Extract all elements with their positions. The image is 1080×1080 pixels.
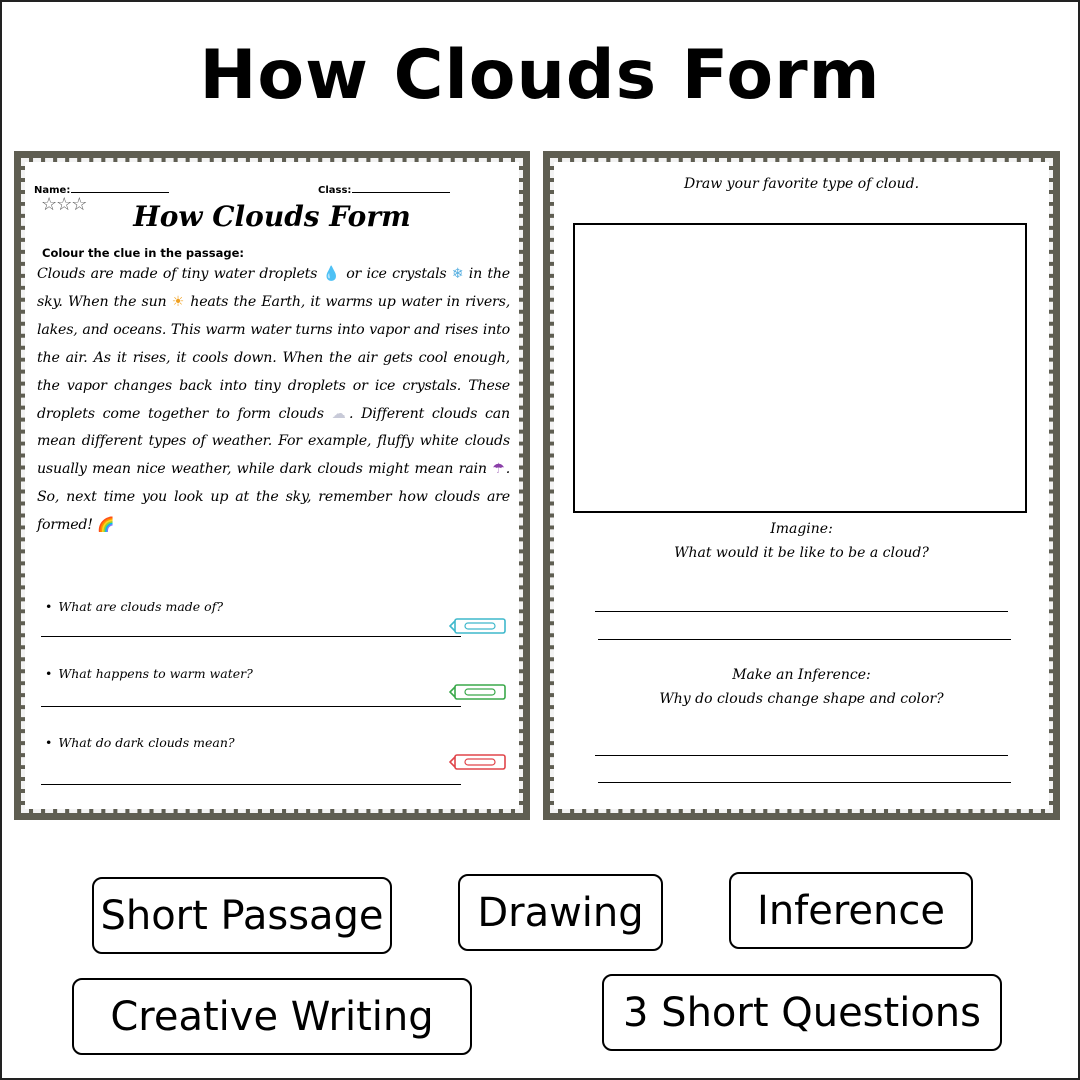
drawing-box[interactable] [573,223,1027,513]
tag-creative-writing: Creative Writing [72,978,472,1055]
inference-label: Make an Inference: [732,667,871,683]
tag-short-passage: Short Passage [92,877,392,954]
tag-inference: Inference [729,872,973,949]
passage-text: Clouds are made of tiny water droplets [37,266,323,282]
umbrella-icon: ☂ [492,461,506,478]
reading-passage [37,261,510,540]
sun-icon: ☀ [171,293,186,310]
question-3: • What do dark clouds mean? [45,735,235,750]
tag-3-short-questions: 3 Short Questions [602,974,1002,1051]
instruction-text: Colour the clue in the passage: [42,246,244,260]
crayon-icon [449,617,507,635]
star-rating-icon: ☆☆☆ [41,194,87,214]
passage-text: heats the Earth, it warms up water in rivers, lakes, and oceans. This warm water turns into vapor and rises into the air. As it rises, it cools down. When the air gets cool enough, the vapor changes back into tiny droplets or ice crystals. These droplets come together to form clouds [37,293,510,422]
cloud-icon: ☁ [331,405,349,422]
passage-text: . So, next time you look up at the sky, remember how clouds are formed! [37,461,510,534]
worksheet-sheet [25,162,519,809]
passage-text: or ice crystals [340,266,452,282]
question-2: • What happens to warm water? [45,666,253,681]
class-field [318,184,450,196]
passage-text: . Different clouds can mean different types of weather. For example, fluffy white clouds usually mean nice weather, while dark clouds might mean rain [37,405,510,478]
answer-line[interactable] [41,636,461,637]
answer-line[interactable] [598,782,1011,783]
rainbow-icon: 🌈 [97,517,115,534]
worksheet-page-writing [543,151,1060,820]
worksheet-title: How Clouds Form [133,200,411,233]
answer-line[interactable] [41,706,461,707]
name-label: Name: [34,185,71,196]
crayon-icon [449,753,507,771]
answer-line[interactable] [595,611,1008,612]
imagine-label: Imagine: [770,521,833,537]
class-label: Class: [318,185,352,196]
crayon-icon [449,683,507,701]
answer-line[interactable] [598,639,1011,640]
passage-text: in the sky. When the sun [37,266,510,310]
worksheet-page-reading [14,151,530,820]
inference-question: Why do clouds change shape and color? [659,691,944,707]
draw-prompt: Draw your favorite type of cloud. [683,176,920,192]
question-1: • What are clouds made of? [45,599,223,614]
answer-line[interactable] [595,755,1008,756]
tag-drawing: Drawing [458,874,663,951]
droplet-icon: 💧 [322,266,341,282]
answer-line[interactable] [41,784,461,785]
worksheet-sheet [554,162,1049,809]
page-title: How Clouds Form [199,36,881,115]
imagine-question: What would it be like to be a cloud? [674,545,929,561]
snowflake-icon: ❄ [451,266,464,282]
